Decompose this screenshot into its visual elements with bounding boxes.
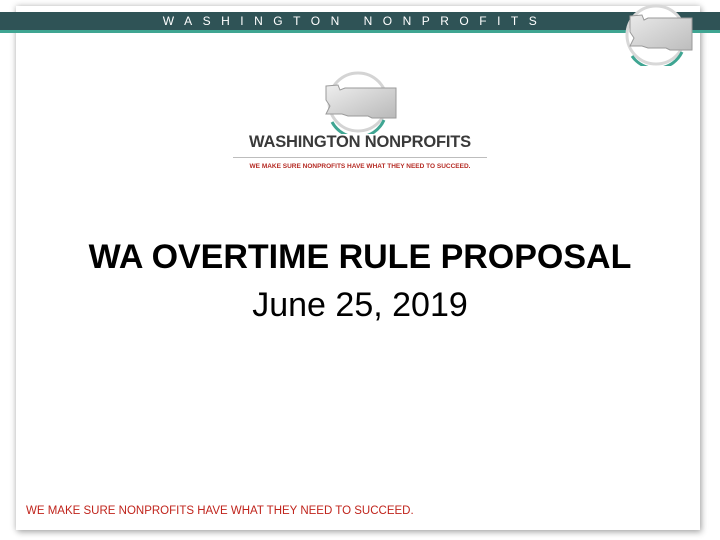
footer-tagline: WE MAKE SURE NONPROFITS HAVE WHAT THEY NEED TO SUCCEED. <box>26 505 414 517</box>
slide-date: June 25, 2019 <box>252 286 468 324</box>
logo-divider <box>233 157 487 158</box>
header-band-accent <box>0 30 720 33</box>
logo-tagline: WE MAKE SURE NONPROFITS HAVE WHAT THEY NEED TO SUCCEED. <box>249 163 471 170</box>
header-title: WASHINGTON NONPROFITS <box>162 14 548 28</box>
slide-title: WA OVERTIME RULE PROPOSAL <box>88 238 632 276</box>
org-name: WASHINGTON NONPROFITS <box>249 133 471 151</box>
washington-state-logo-icon <box>318 70 400 134</box>
washington-state-logo-icon <box>618 2 694 66</box>
